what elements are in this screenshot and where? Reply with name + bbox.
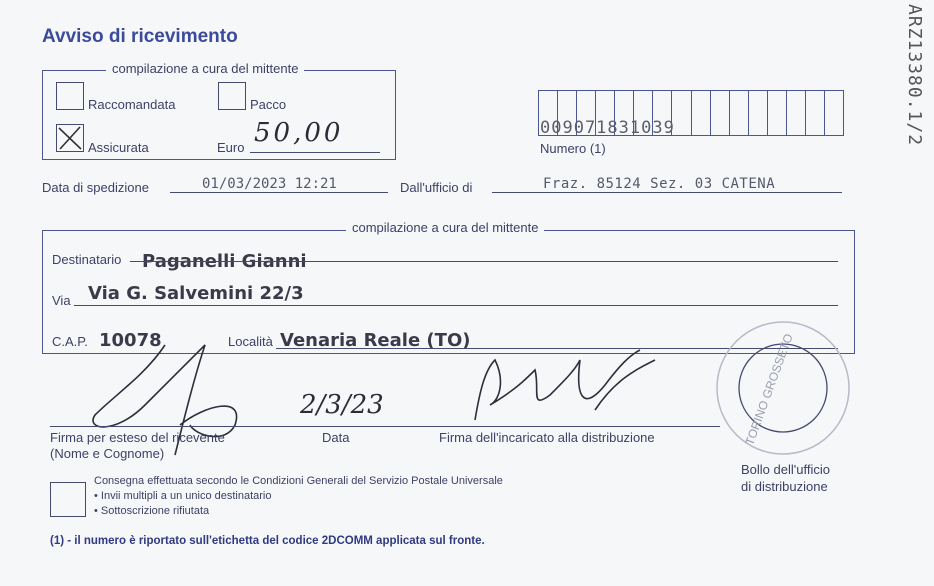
cap-label: C.A.P.: [52, 334, 88, 349]
date-label: Data di spedizione: [42, 180, 149, 195]
numero-value: 009071831039: [540, 118, 675, 138]
office-label: Dall'ufficio di: [400, 180, 473, 195]
footnote: (1) - il numero è riportato sull'etichetta del codice 2DCOMM applicata sul fronte.: [50, 535, 485, 547]
assicurata-label: Assicurata: [88, 140, 149, 155]
raccomandata-label: Raccomandata: [88, 97, 176, 112]
signature-line: [50, 426, 720, 427]
date-line: [170, 192, 388, 193]
euro-line: [250, 152, 380, 153]
consegna-checkbox[interactable]: [50, 482, 86, 517]
side-code: ARZ13380.1/2: [904, 4, 925, 147]
distributor-signature: [455, 340, 675, 430]
sender-legend: compilazione a cura del mittente: [106, 61, 304, 76]
checkmark-x-icon: [57, 125, 83, 151]
consegna-line-2: • Invii multipli a un unico destinatario: [94, 490, 272, 502]
recipient-name-label: (Nome e Cognome): [50, 446, 165, 461]
via-label: Via: [52, 293, 71, 308]
via-value: Via G. Salvemini 22/3: [88, 283, 304, 304]
localita-value: Venaria Reale (TO): [280, 330, 471, 351]
numero-label: Numero (1): [540, 141, 606, 156]
office-value: Fraz. 85124 Sez. 03 CATENA: [543, 176, 776, 192]
via-line: [74, 305, 838, 306]
office-line: [492, 192, 842, 193]
svg-text:TORINO GROSSETO: TORINO GROSSETO: [742, 331, 796, 448]
stamp-label-2: di distribuzione: [741, 479, 828, 494]
form-title: Avviso di ricevimento: [42, 26, 238, 47]
localita-label: Località: [228, 334, 273, 349]
consegna-line-1: Consegna effettuata secondo le Condizioni Generali del Servizio Postale Universale: [94, 475, 503, 487]
pacco-checkbox[interactable]: [218, 82, 246, 110]
pacco-label: Pacco: [250, 97, 287, 112]
signature-date-label: Data: [322, 430, 350, 445]
destinatario-line: [130, 261, 838, 262]
recipient-legend: compilazione a cura del mittente: [346, 220, 544, 235]
distributor-label: Firma dell'incaricato alla distribuzione: [439, 430, 655, 445]
assicurata-checkbox[interactable]: [56, 124, 84, 152]
raccomandata-checkbox[interactable]: [56, 82, 84, 110]
date-value: 01/03/2023 12:21: [202, 176, 337, 192]
postmark-stamp: [708, 308, 858, 458]
destinatario-label: Destinatario: [52, 252, 122, 267]
destinatario-value: Paganelli Gianni: [142, 251, 307, 272]
euro-value: 50,00: [254, 118, 344, 148]
consegna-line-3: • Sottoscrizione rifiutata: [94, 505, 210, 517]
date-handwritten: 2/3/23: [300, 390, 384, 420]
recipient-signature-label: Firma per esteso del ricevente: [50, 430, 225, 445]
stamp-label-1: Bollo dell'ufficio: [741, 462, 830, 477]
euro-label: Euro: [217, 140, 245, 155]
cap-value: 10078: [99, 330, 162, 351]
